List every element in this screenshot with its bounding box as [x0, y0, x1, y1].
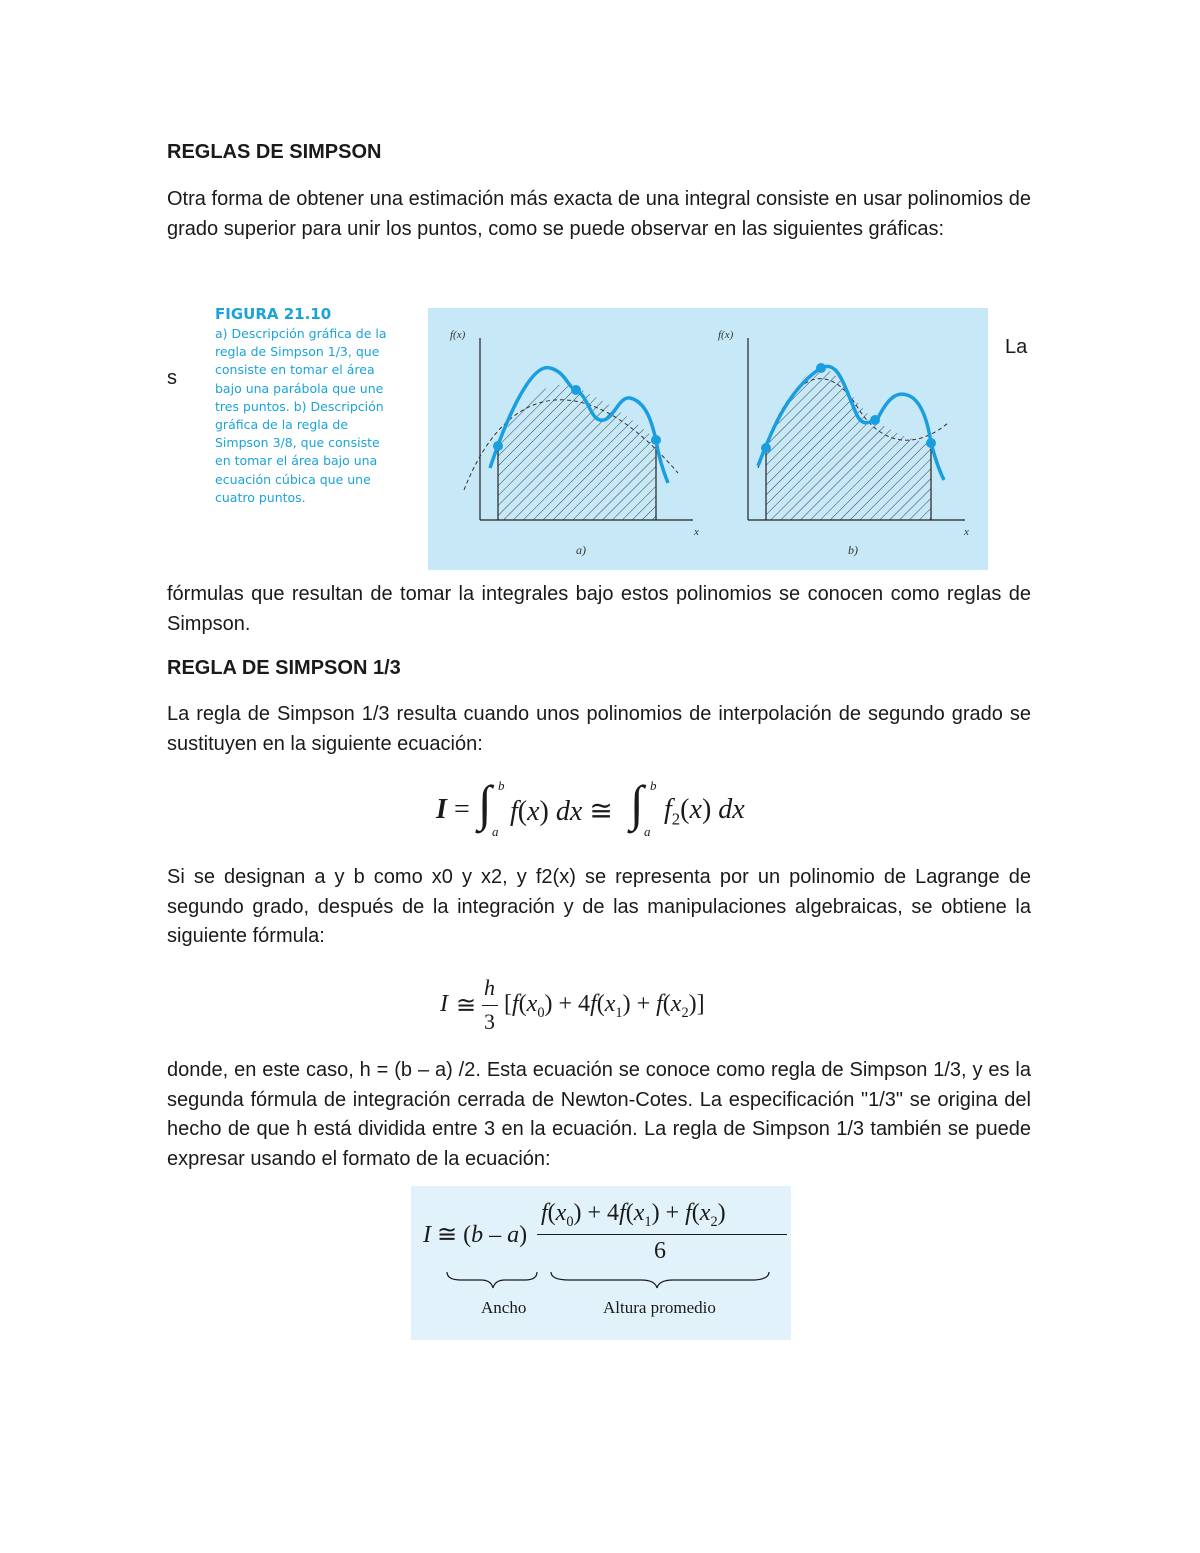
- panel-label: b): [848, 543, 858, 557]
- after-figure-paragraph: fórmulas que resultan de tomar la integrales bajo estos polinomios se conocen como reglas de Simpson.: [167, 583, 1031, 635]
- simpson-figure: [428, 308, 988, 570]
- figure-caption: [215, 305, 405, 507]
- paragraph-3: donde, en este caso, h = (b – a) /2. Esta ecuación se conoce como regla de Simpson 1/3, y es la segunda fórmula de integración cerrada de Newton-Cotes. La especificación "1/3" se origina del hecho de que h está dividida entre 3 en la ecuación. La regla de Simpson 1/3 también se puede expresar usando el formato de la ecuación:: [167, 1059, 1031, 1170]
- equation-simpson: I ≅ h 3 $[f(x_0) + 4f(x_1) + f(x_2)]$: [440, 975, 705, 1034]
- caption-line: en tomar el área bajo una: [215, 453, 378, 469]
- data-point: [816, 363, 826, 373]
- page-title: REGLAS DE SIMPSON: [167, 141, 382, 163]
- data-point: [870, 415, 880, 425]
- caption-line: regla de Simpson 1/3, que: [215, 344, 380, 360]
- data-point: [651, 435, 661, 445]
- caption-line: bajo una parábola que une: [215, 380, 384, 396]
- equation-integral: I = ∫ b a f(x) dx ≅ ∫ b a $f_2(x)$ dx: [436, 775, 745, 839]
- data-point: [493, 441, 503, 451]
- x-axis-label: x: [964, 526, 969, 538]
- y-axis-label: f(x): [450, 329, 466, 341]
- intro-paragraph: Otra forma de obtener una estimación más exacta de una integral consiste en usar polinomios de grado superior para unir los puntos, como se puede observar en las siguientes gráficas:: [167, 188, 1031, 240]
- equation-boxed: I ≅ (b – a) $f(x_0) + 4f(x_1) + f(x_2)$ 6 Ancho Altura promedio: [411, 1186, 791, 1340]
- caption-line: gráfica de la regla de: [215, 417, 349, 433]
- caption-line: cuatro puntos.: [215, 489, 306, 505]
- label-ancho: Ancho: [481, 1298, 527, 1317]
- label-altura: Altura promedio: [603, 1298, 716, 1317]
- paragraph-2: Si se designan a y b como x0 y x2, y f2(x) se representa por un polinomio de Lagrange de segundo grado, después de la integración y de las manipulaciones algebraicas, se obtiene la siguiente fórmula:: [167, 866, 1031, 947]
- caption-line: tres puntos. b) Descripción: [215, 398, 384, 414]
- figure-caption-title: FIGURA 21.10: [215, 305, 332, 323]
- underbraces: [441, 1270, 781, 1292]
- figure-caption-text: [215, 325, 405, 507]
- caption-line: ecuación cúbica que une: [215, 471, 371, 487]
- caption-line: consiste en tomar el área: [215, 362, 375, 378]
- data-point: [571, 385, 581, 395]
- section-heading: REGLA DE SIMPSON 1/3: [167, 657, 401, 679]
- data-point: [926, 438, 936, 448]
- panel-label: a): [576, 543, 586, 557]
- data-point: [761, 443, 771, 453]
- wrap-fragment-right: La: [1005, 336, 1028, 358]
- x-axis-label: x: [694, 526, 699, 538]
- caption-line: Simpson 3/8, que consiste: [215, 435, 380, 451]
- wrap-fragment-left: s: [167, 367, 177, 389]
- y-axis-label: f(x): [718, 329, 734, 341]
- paragraph-1: La regla de Simpson 1/3 resulta cuando unos polinomios de interpolación de segundo grado se sustituyen en la siguiente ecuación:: [167, 703, 1031, 755]
- caption-line: a) Descripción gráfica de la: [215, 326, 387, 341]
